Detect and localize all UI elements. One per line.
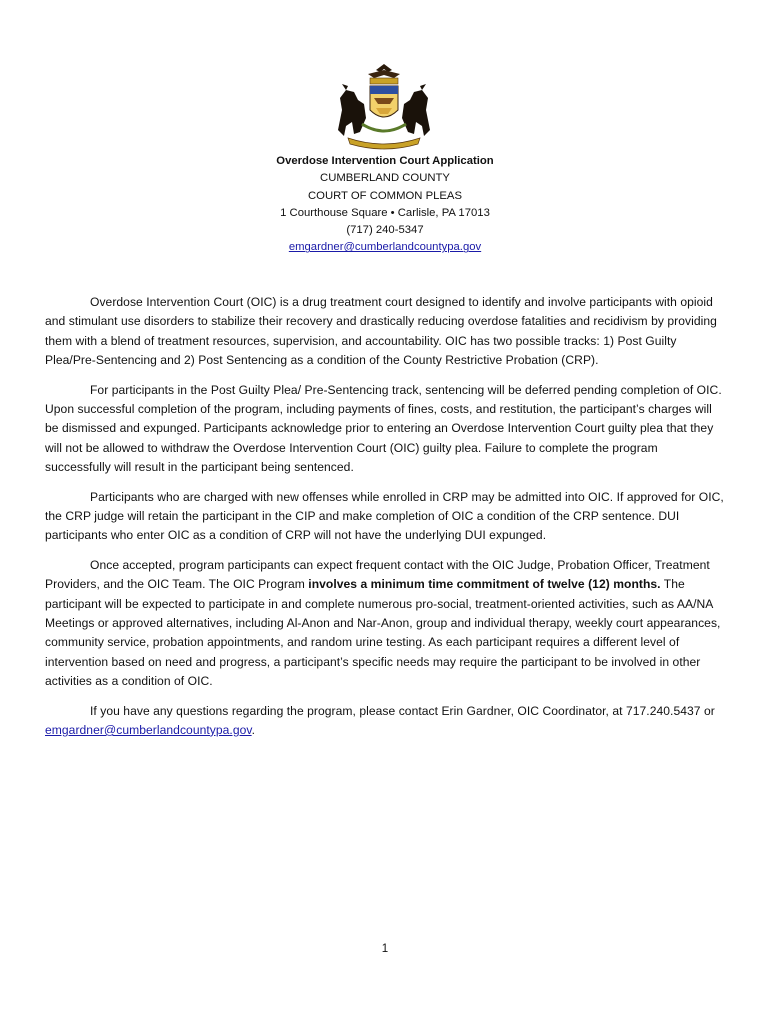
paragraph-pre-sentencing-track: For participants in the Post Guilty Plea/ Pre-Sentencing track, sentencing will be deferred pending completion of OIC. Upon successful completion of the program, including payments of fines, costs, and restitution, the participant’s charges will be dismissed and expunged. Participants acknowledge prior to entering an Overdose Intervention Court guilty plea that they will not be allowed to withdraw the Overdose Intervention Court (OIC) guilty plea. Failure to complete the program successfully will result in the participant being sentenced. — [45, 382, 722, 474]
header-email-link[interactable]: emgardner@cumberlandcountypa.gov — [288, 241, 482, 254]
court-header — [0, 153, 770, 257]
contact-email-link[interactable]: emgardner@cumberlandcountypa.gov — [45, 722, 252, 737]
county-name: CUMBERLAND COUNTY — [320, 172, 450, 185]
time-commitment-emphasis: involves a minimum time commitment of twelve (12) months. — [308, 577, 661, 592]
contact-text: If you have any questions regarding the program, please contact Erin Gardner, OIC Coordinator, at 717.240.5437 or — [90, 703, 715, 718]
pennsylvania-coat-of-arms-seal — [328, 60, 440, 154]
application-title: Overdose Intervention Court Application — [276, 155, 494, 167]
contact-text-end: . — [251, 722, 256, 737]
court-address: 1 Courthouse Square • Carlisle, PA 17013 — [280, 206, 490, 219]
court-phone: (717) 240-5347 — [346, 224, 424, 237]
document-body — [45, 293, 725, 751]
paragraph-program-expectations — [45, 556, 725, 691]
expectations-text-end: The participant will be expected to participate in and complete numerous pro-social, treatment-oriented activities, such as AA/NA Meetings or approved alternatives, including Al-Anon and Nar-Anon, group and individual therapy, weekly court appearances, community service, probation appointments, and random urine testing. As each participant requires a different level of intervention based on need and progress, a participant’s specific needs may require the participant to be involved in other activities as a condition of OIC. — [45, 577, 721, 688]
paragraph-new-offenses: Participants who are charged with new offenses while enrolled in CRP may be admitted into OIC. If approved for OIC, the CRP judge will retain the participant in the CIP and make completion of OIC a condition of the CRP sentence. DUI participants who enter OIC as a condition of CRP will not have the underlying DUI expunged. — [45, 489, 724, 543]
page-number: 1 — [381, 943, 389, 955]
paragraph-intro: Overdose Intervention Court (OIC) is a drug treatment court designed to identify and involve participants with opioid and stimulant use disorders to stabilize their recovery and drastically reducing overdose fatalities and recidivism by providing them with a blend of treatment resources, supervision, and accountability. OIC has two possible tracks: 1) Post Guilty Plea/Pre-Sentencing and 2) Post Sentencing as a condition of the County Restrictive Probation (CRP). — [45, 295, 717, 367]
expectations-text-start: Once accepted, program participants can expect frequent contact with the OIC Judge, Probation Officer, Treatment Providers, and the OIC Team. The OIC Program — [45, 558, 710, 592]
court-name: COURT OF COMMON PLEAS — [308, 189, 462, 202]
paragraph-contact — [45, 702, 725, 741]
